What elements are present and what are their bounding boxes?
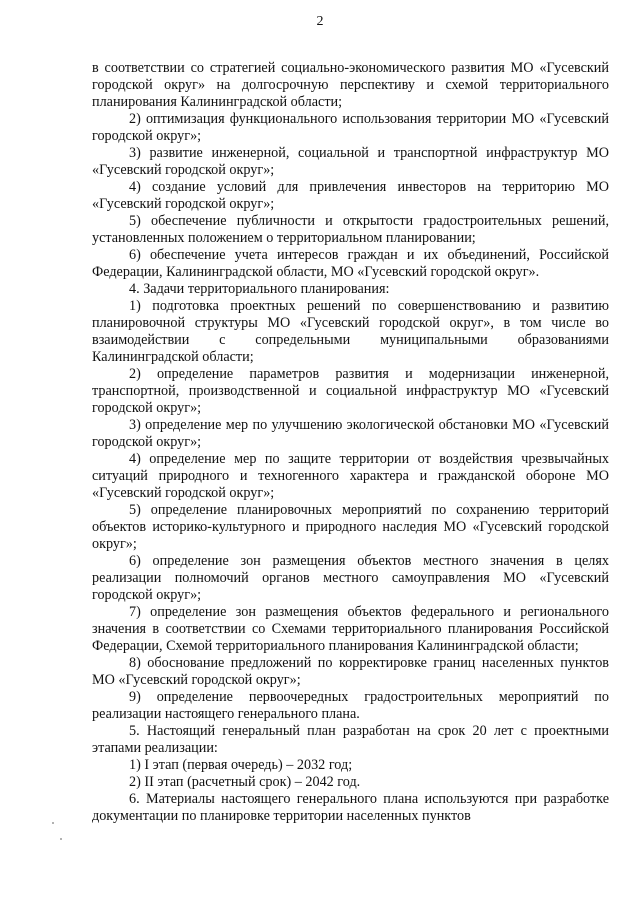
task-item-2: 2) определение параметров развития и модернизации инженерной, транспортной, производственной и социальной инфраструктур МО «Гусевский городской округ»; (92, 366, 609, 416)
section-paragraph-6: 6. Материалы настоящего генерального плана используются при разработке документации по планировке территории населенных пунктов (92, 791, 609, 824)
paragraph-continuation: в соответствии со стратегией социально-экономического развития МО «Гусевский городской округ» на долгосрочную перспективу и схемой территориального планирования Калининградской области; (92, 60, 609, 110)
goal-item-3: 3) развитие инженерной, социальной и транспортной инфраструктур МО «Гусевский городской округ»; (92, 145, 609, 178)
task-item-4: 4) определение мер по защите территории от воздействия чрезвычайных ситуаций природного и техногенного характера и гражданской обороне МО «Гусевский городской округ»; (92, 451, 609, 501)
task-item-7: 7) определение зон размещения объектов федерального и регионального значения в соответствии со Схемами территориального планирования Российской Федерации, Схемой территориального планирования Калининградской области; (92, 604, 609, 654)
task-item-8: 8) обоснование предложений по корректировке границ населенных пунктов МО «Гусевский городской округ»; (92, 655, 609, 688)
task-item-1: 1) подготовка проектных решений по совершенствованию и развитию планировочной структуры МО «Гусевский городской округ», в том числе во взаимодействии с сопредельными муниципальными образованиями Калининградской области; (92, 298, 609, 365)
section-paragraph-5: 5. Настоящий генеральный план разработан на срок 20 лет с проектными этапами реализации: (92, 723, 609, 756)
goal-item-4: 4) создание условий для привлечения инвесторов на территорию МО «Гусевский городской округ»; (92, 179, 609, 212)
section-heading-4: 4. Задачи территориального планирования: (129, 281, 390, 297)
stage-item-1: 1) I этап (первая очередь) – 2032 год; (129, 757, 353, 773)
goal-item-2: 2) оптимизация функционального использования территории МО «Гусевский городской округ»; (92, 111, 609, 144)
scan-speck (52, 822, 54, 824)
page-number: 2 (316, 14, 324, 29)
task-item-9: 9) определение первоочередных градостроительных мероприятий по реализации настоящего генерального плана. (92, 689, 609, 722)
scan-speck (60, 838, 62, 840)
goal-item-5: 5) обеспечение публичности и открытости градостроительных решений, установленных положением о территориальном планировании; (92, 213, 609, 246)
stage-item-2: 2) II этап (расчетный срок) – 2042 год. (129, 774, 361, 790)
body-text (92, 60, 609, 825)
task-item-3: 3) определение мер по улучшению экологической обстановки МО «Гусевский городской округ»; (92, 417, 609, 450)
task-item-5: 5) определение планировочных мероприятий по сохранению территорий объектов историко-культурного и природного наследия МО «Гусевский городской округ»; (92, 502, 609, 552)
task-item-6: 6) определение зон размещения объектов местного значения в целях реализации полномочий органов местного самоуправления МО «Гусевский городской округ»; (92, 553, 609, 603)
goal-item-6: 6) обеспечение учета интересов граждан и их объединений, Российской Федерации, Калининградской области, МО «Гусевский городской округ». (92, 247, 609, 280)
